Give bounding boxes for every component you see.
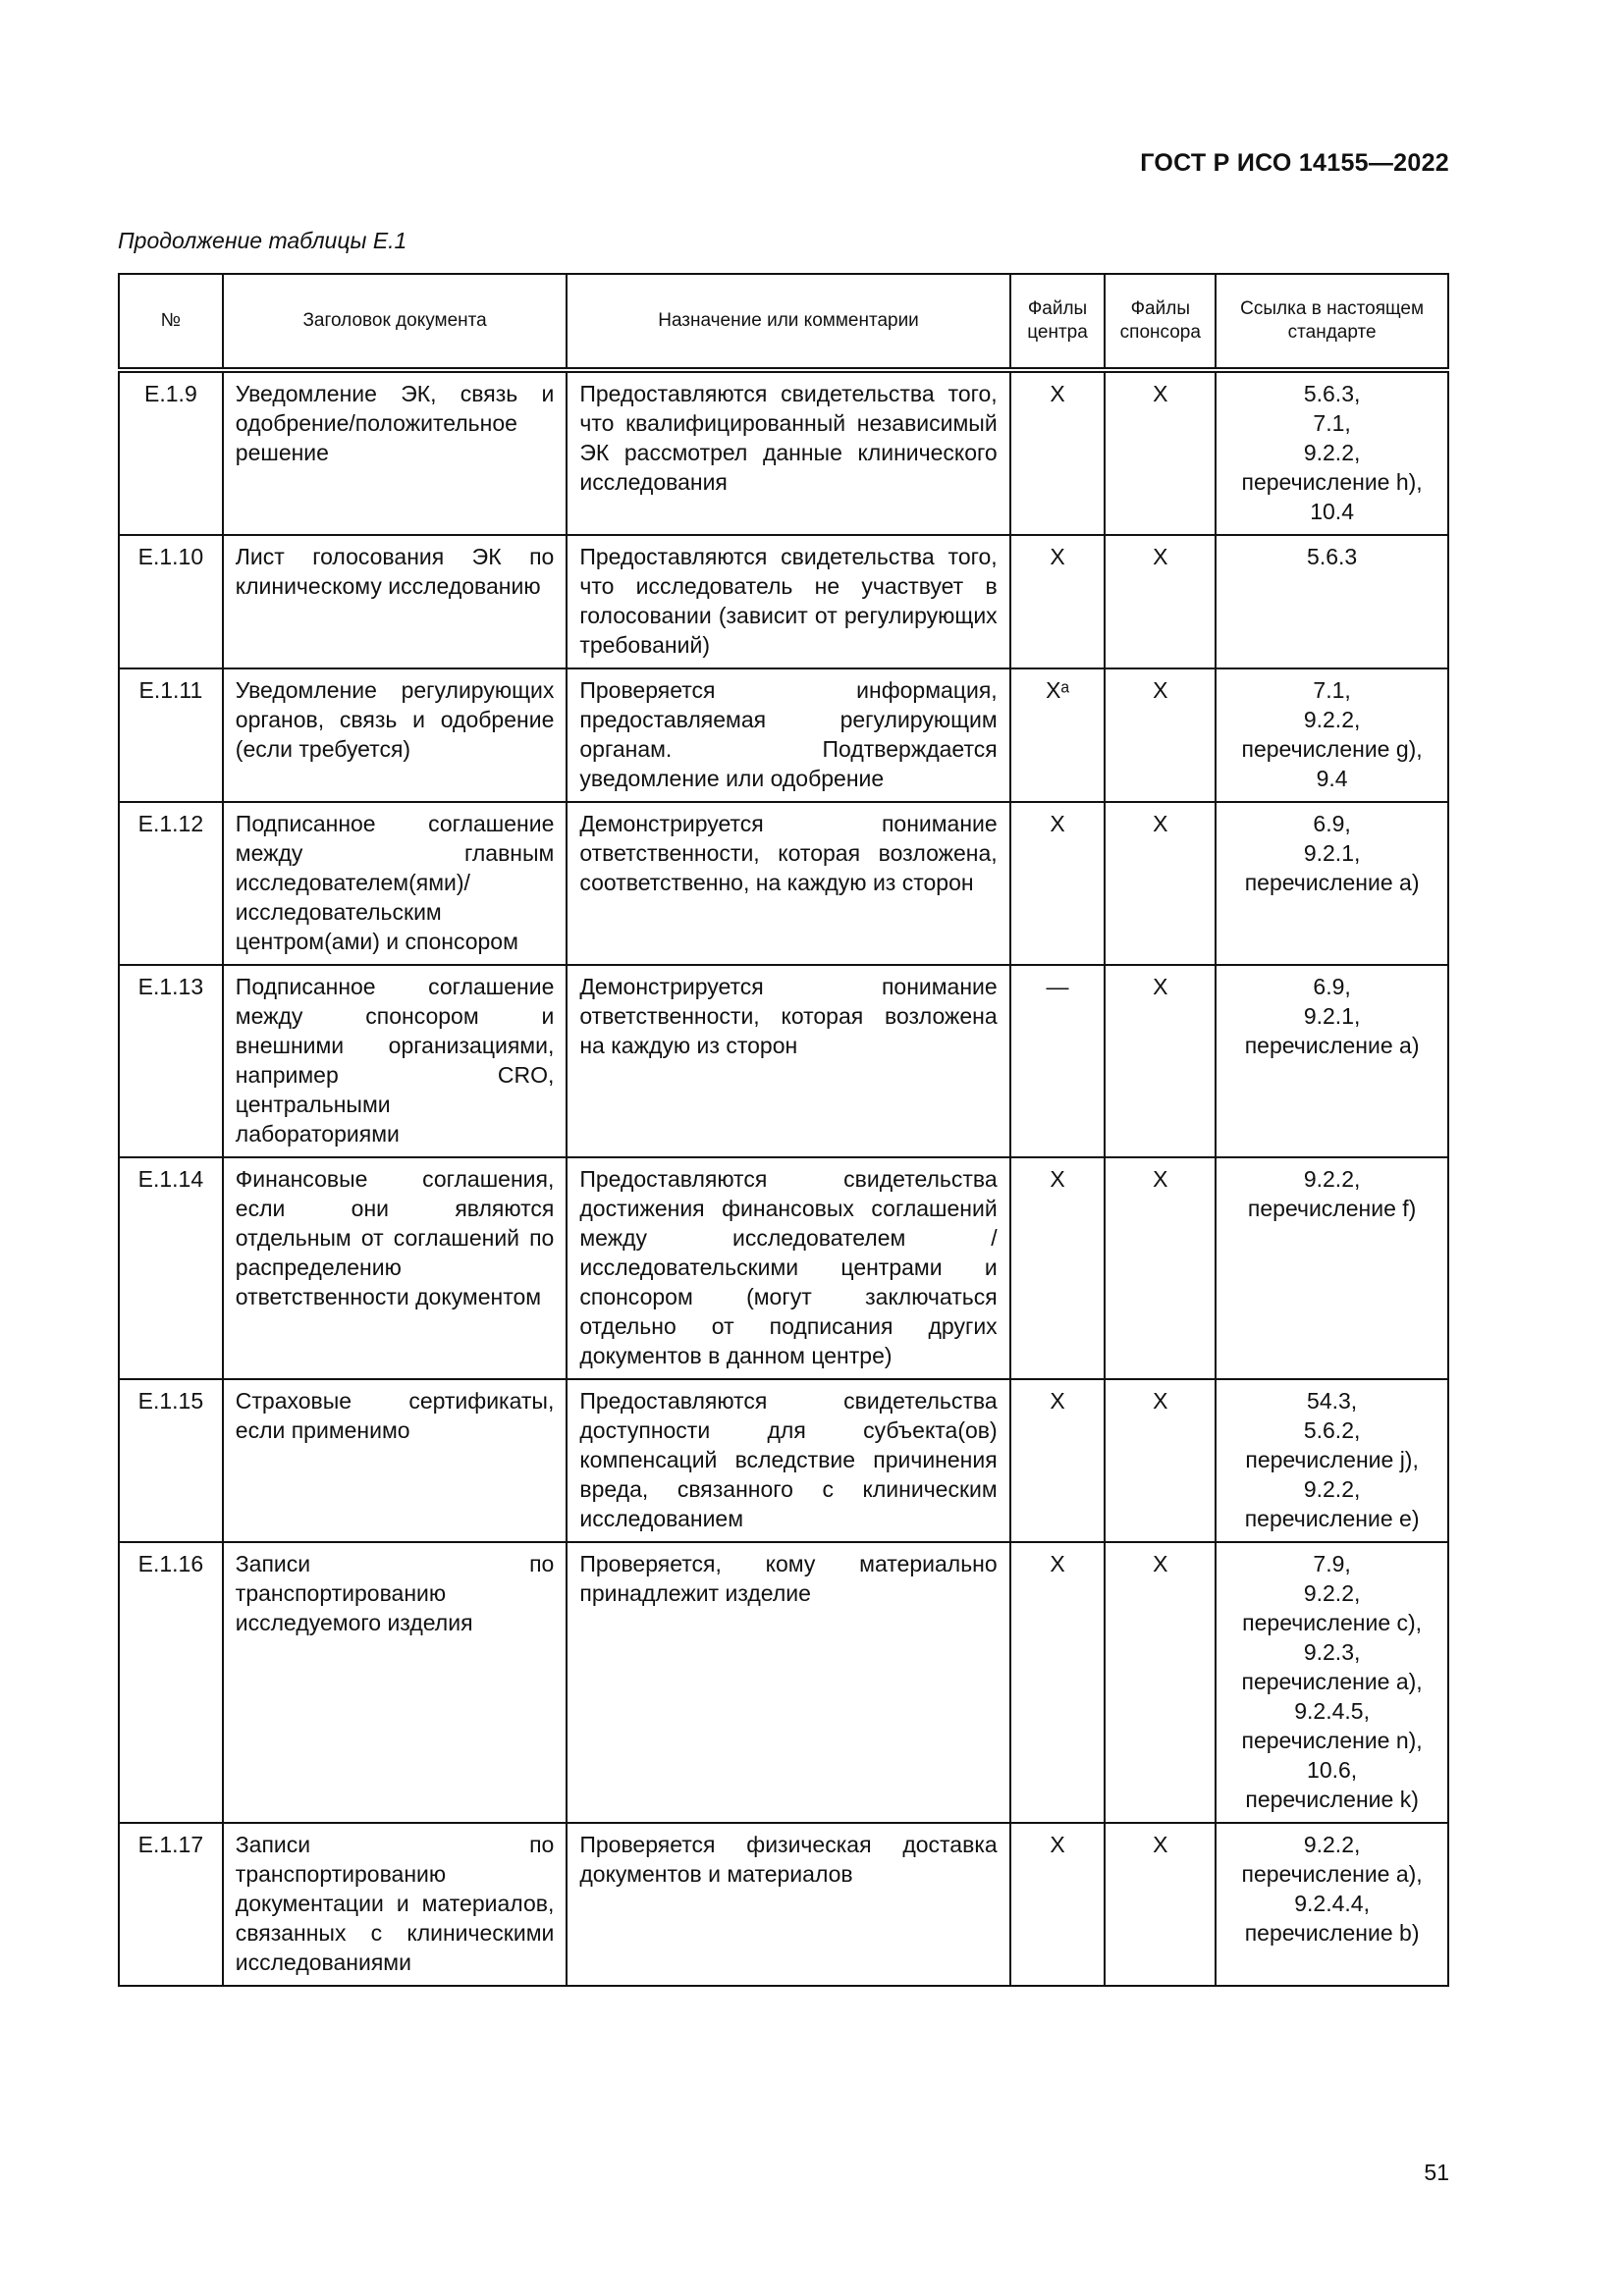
center-files-mark: Х xyxy=(1010,1379,1106,1542)
column-header-sponsor-files: Файлы спонсора xyxy=(1105,274,1216,370)
row-number: Е.1.15 xyxy=(119,1379,223,1542)
standard-reference: 5.6.3 xyxy=(1216,535,1448,668)
row-number: Е.1.11 xyxy=(119,668,223,802)
center-files-mark: Х xyxy=(1010,802,1106,965)
document-title: Уведомление ЭК, связь и одобрение/положительное решение xyxy=(223,370,568,535)
standard-reference: 54.3, 5.6.2, перечисление j), 9.2.2, перечисление e) xyxy=(1216,1379,1448,1542)
sponsor-files-mark: Х xyxy=(1105,965,1216,1157)
table-row xyxy=(119,668,1448,802)
sponsor-files-mark: Х xyxy=(1105,668,1216,802)
standard-reference: 7.1, 9.2.2, перечисление g), 9.4 xyxy=(1216,668,1448,802)
center-files-mark: Х xyxy=(1010,535,1106,668)
document-title: Финансовые соглашения, если они являются отдельным от соглашений по распределению ответственности документом xyxy=(223,1157,568,1379)
sponsor-files-mark: Х xyxy=(1105,1542,1216,1823)
document-title: Записи по транспортированию документации и материалов, связанных с клиническими исследованиями xyxy=(223,1823,568,1986)
purpose-comment: Предоставляются свидетельства доступности для субъекта(ов) компенсаций вследствие причинения вреда, связанного с клиническим исследованием xyxy=(567,1379,1009,1542)
purpose-comment: Проверяется информация, предоставляемая регулирующим органам. Подтверждается уведомление или одобрение xyxy=(567,668,1009,802)
purpose-comment: Демонстрируется понимание ответственности, которая возложена на каждую из сторон xyxy=(567,965,1009,1157)
center-files-mark: Х xyxy=(1010,370,1106,535)
standard-reference: 9.2.2, перечисление f) xyxy=(1216,1157,1448,1379)
table-header-row xyxy=(119,274,1448,370)
center-files-mark: Хᵃ xyxy=(1010,668,1106,802)
standard-reference: 6.9, 9.2.1, перечисление a) xyxy=(1216,965,1448,1157)
standard-reference: 6.9, 9.2.1, перечисление a) xyxy=(1216,802,1448,965)
row-number: Е.1.10 xyxy=(119,535,223,668)
sponsor-files-mark: Х xyxy=(1105,1379,1216,1542)
table-row xyxy=(119,1157,1448,1379)
purpose-comment: Предоставляются свидетельства того, что квалифицированный независимый ЭК рассмотрел данные клинического исследования xyxy=(567,370,1009,535)
document-title: Страховые сертификаты, если применимо xyxy=(223,1379,568,1542)
row-number: Е.1.9 xyxy=(119,370,223,535)
document-title: Уведомление регулирующих органов, связь и одобрение (если требуется) xyxy=(223,668,568,802)
document-title: Подписанное соглашение между главным исследователем(ями)/исследовательским центром(ами) и спонсором xyxy=(223,802,568,965)
purpose-comment: Предоставляются свидетельства того, что исследователь не участвует в голосовании (зависит от регулирующих требований) xyxy=(567,535,1009,668)
page-number: 51 xyxy=(1424,2160,1449,2185)
standard-reference: 5.6.3, 7.1, 9.2.2, перечисление h), 10.4 xyxy=(1216,370,1448,535)
center-files-mark: Х xyxy=(1010,1823,1106,1986)
column-header-reference: Ссылка в настоящем стандарте xyxy=(1216,274,1448,370)
table-row xyxy=(119,802,1448,965)
documents-table xyxy=(118,273,1449,1987)
sponsor-files-mark: Х xyxy=(1105,1823,1216,1986)
sponsor-files-mark: Х xyxy=(1105,1157,1216,1379)
document-title: Подписанное соглашение между спонсором и внешними организациями, например CRO, центральными лабораториями xyxy=(223,965,568,1157)
table-body xyxy=(119,370,1448,1986)
table-row xyxy=(119,1823,1448,1986)
center-files-mark: Х xyxy=(1010,1157,1106,1379)
document-title: Записи по транспортированию исследуемого изделия xyxy=(223,1542,568,1823)
center-files-mark: — xyxy=(1010,965,1106,1157)
center-files-mark: Х xyxy=(1010,1542,1106,1823)
column-header-center-files: Файлы центра xyxy=(1010,274,1106,370)
purpose-comment: Проверяется физическая доставка документов и материалов xyxy=(567,1823,1009,1986)
standard-reference: 7.9, 9.2.2, перечисление c), 9.2.3, перечисление a), 9.2.4.5, перечисление n), 10.6, перечисление k) xyxy=(1216,1542,1448,1823)
row-number: Е.1.13 xyxy=(119,965,223,1157)
table-row xyxy=(119,1542,1448,1823)
column-header-title: Заголовок документа xyxy=(223,274,568,370)
table-row xyxy=(119,1379,1448,1542)
purpose-comment: Демонстрируется понимание ответственности, которая возложена, соответственно, на каждую из сторон xyxy=(567,802,1009,965)
sponsor-files-mark: Х xyxy=(1105,535,1216,668)
row-number: Е.1.14 xyxy=(119,1157,223,1379)
table-row xyxy=(119,965,1448,1157)
purpose-comment: Предоставляются свидетельства достижения финансовых соглашений между исследователем / исследовательскими центрами и спонсором (могут заключаться отдельно от подписания других документов в данном центре) xyxy=(567,1157,1009,1379)
standard-header: ГОСТ Р ИСО 14155—2022 xyxy=(1140,149,1449,177)
table-row xyxy=(119,370,1448,535)
column-header-number: № xyxy=(119,274,223,370)
row-number: Е.1.12 xyxy=(119,802,223,965)
purpose-comment: Проверяется, кому материально принадлежит изделие xyxy=(567,1542,1009,1823)
table-row xyxy=(119,535,1448,668)
sponsor-files-mark: Х xyxy=(1105,370,1216,535)
standard-reference: 9.2.2, перечисление a), 9.2.4.4, перечисление b) xyxy=(1216,1823,1448,1986)
sponsor-files-mark: Х xyxy=(1105,802,1216,965)
column-header-purpose: Назначение или комментарии xyxy=(567,274,1009,370)
table-caption: Продолжение таблицы Е.1 xyxy=(118,228,407,253)
document-title: Лист голосования ЭК по клиническому исследованию xyxy=(223,535,568,668)
row-number: Е.1.17 xyxy=(119,1823,223,1986)
row-number: Е.1.16 xyxy=(119,1542,223,1823)
